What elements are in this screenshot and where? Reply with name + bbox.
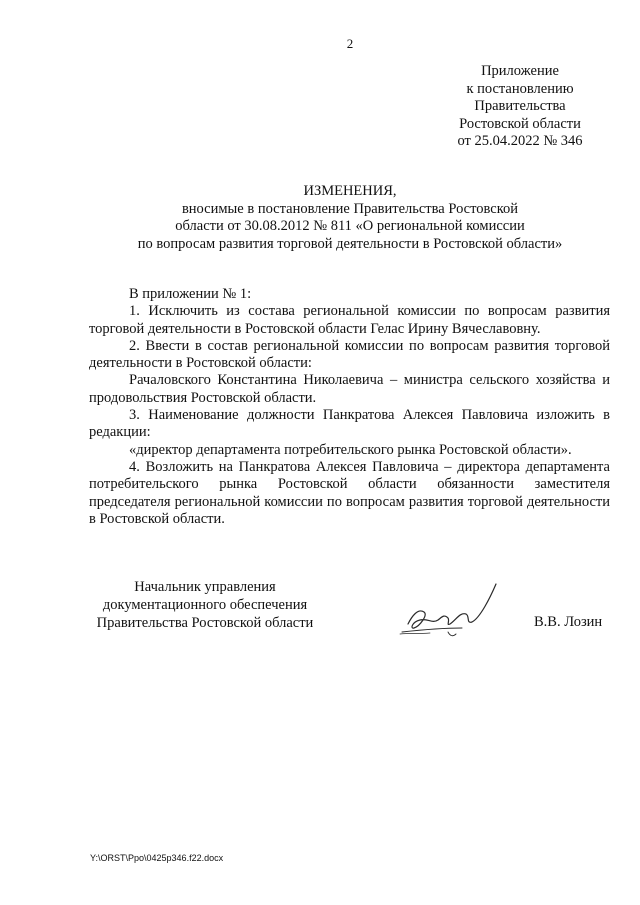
body-item-2: 2. Ввести в состав региональной комиссии по вопросам развития торговой деятельности в Ростовской области: [89, 337, 610, 372]
annex-line-4: Ростовской области [459, 115, 581, 132]
body-item-3: 3. Наименование должности Панкратова Алексея Павловича изложить в редакции: [89, 407, 610, 441]
annex-line-5: от 25.04.2022 № 346 [457, 133, 583, 149]
signer-name: В.В. Лозин [534, 614, 603, 630]
annex-line-3: Правительства [474, 98, 566, 114]
footer-file-path: Y:\ORST\Ppo\0425p346.f22.docx [90, 853, 224, 863]
document-body [89, 286, 610, 528]
heading-title: ИЗМЕНЕНИЯ, [303, 183, 397, 199]
body-item-1: 1. Исключить из состава региональной комиссии по вопросам развития торговой деятельности в Ростовской области Гелас Ирину Вячеславовну. [89, 303, 610, 337]
annex-header [440, 63, 600, 151]
signature-position [85, 578, 325, 632]
signature-position-line-2: документационного обеспечения [102, 597, 308, 613]
handwritten-signature [340, 576, 520, 646]
annex-line-1: Приложение [481, 63, 559, 79]
page-number: 2 [346, 36, 354, 51]
heading-line-3: по вопросам развития торговой деятельности в Ростовской области» [137, 235, 563, 252]
annex-line-2: к постановлению [466, 80, 574, 97]
document-heading [90, 183, 610, 253]
signature-position-line-3: Правительства Ростовской области [96, 615, 314, 631]
body-item-3-quote: «директор департамента потребительского рынка Ростовской области». [129, 441, 572, 458]
body-item-2-person: Рачаловского Константина Николаевича – министра сельского хозяйства и продовольствия Ростовской области. [89, 372, 610, 406]
body-intro: В приложении № 1: [129, 286, 252, 302]
heading-line-1: вносимые в постановление Правительства Ростовской [181, 200, 519, 217]
body-item-4: 4. Возложить на Панкратова Алексея Павловича – директора департамента потребительского рынка Ростовской области обязанности заместителя председателя региональной комиссии по вопросам развития торговой деятельности в Ростовской области. [89, 458, 610, 527]
heading-line-2: области от 30.08.2012 № 811 «О региональной комиссии [175, 218, 525, 234]
signature-position-line-1: Начальник управления [134, 579, 276, 595]
